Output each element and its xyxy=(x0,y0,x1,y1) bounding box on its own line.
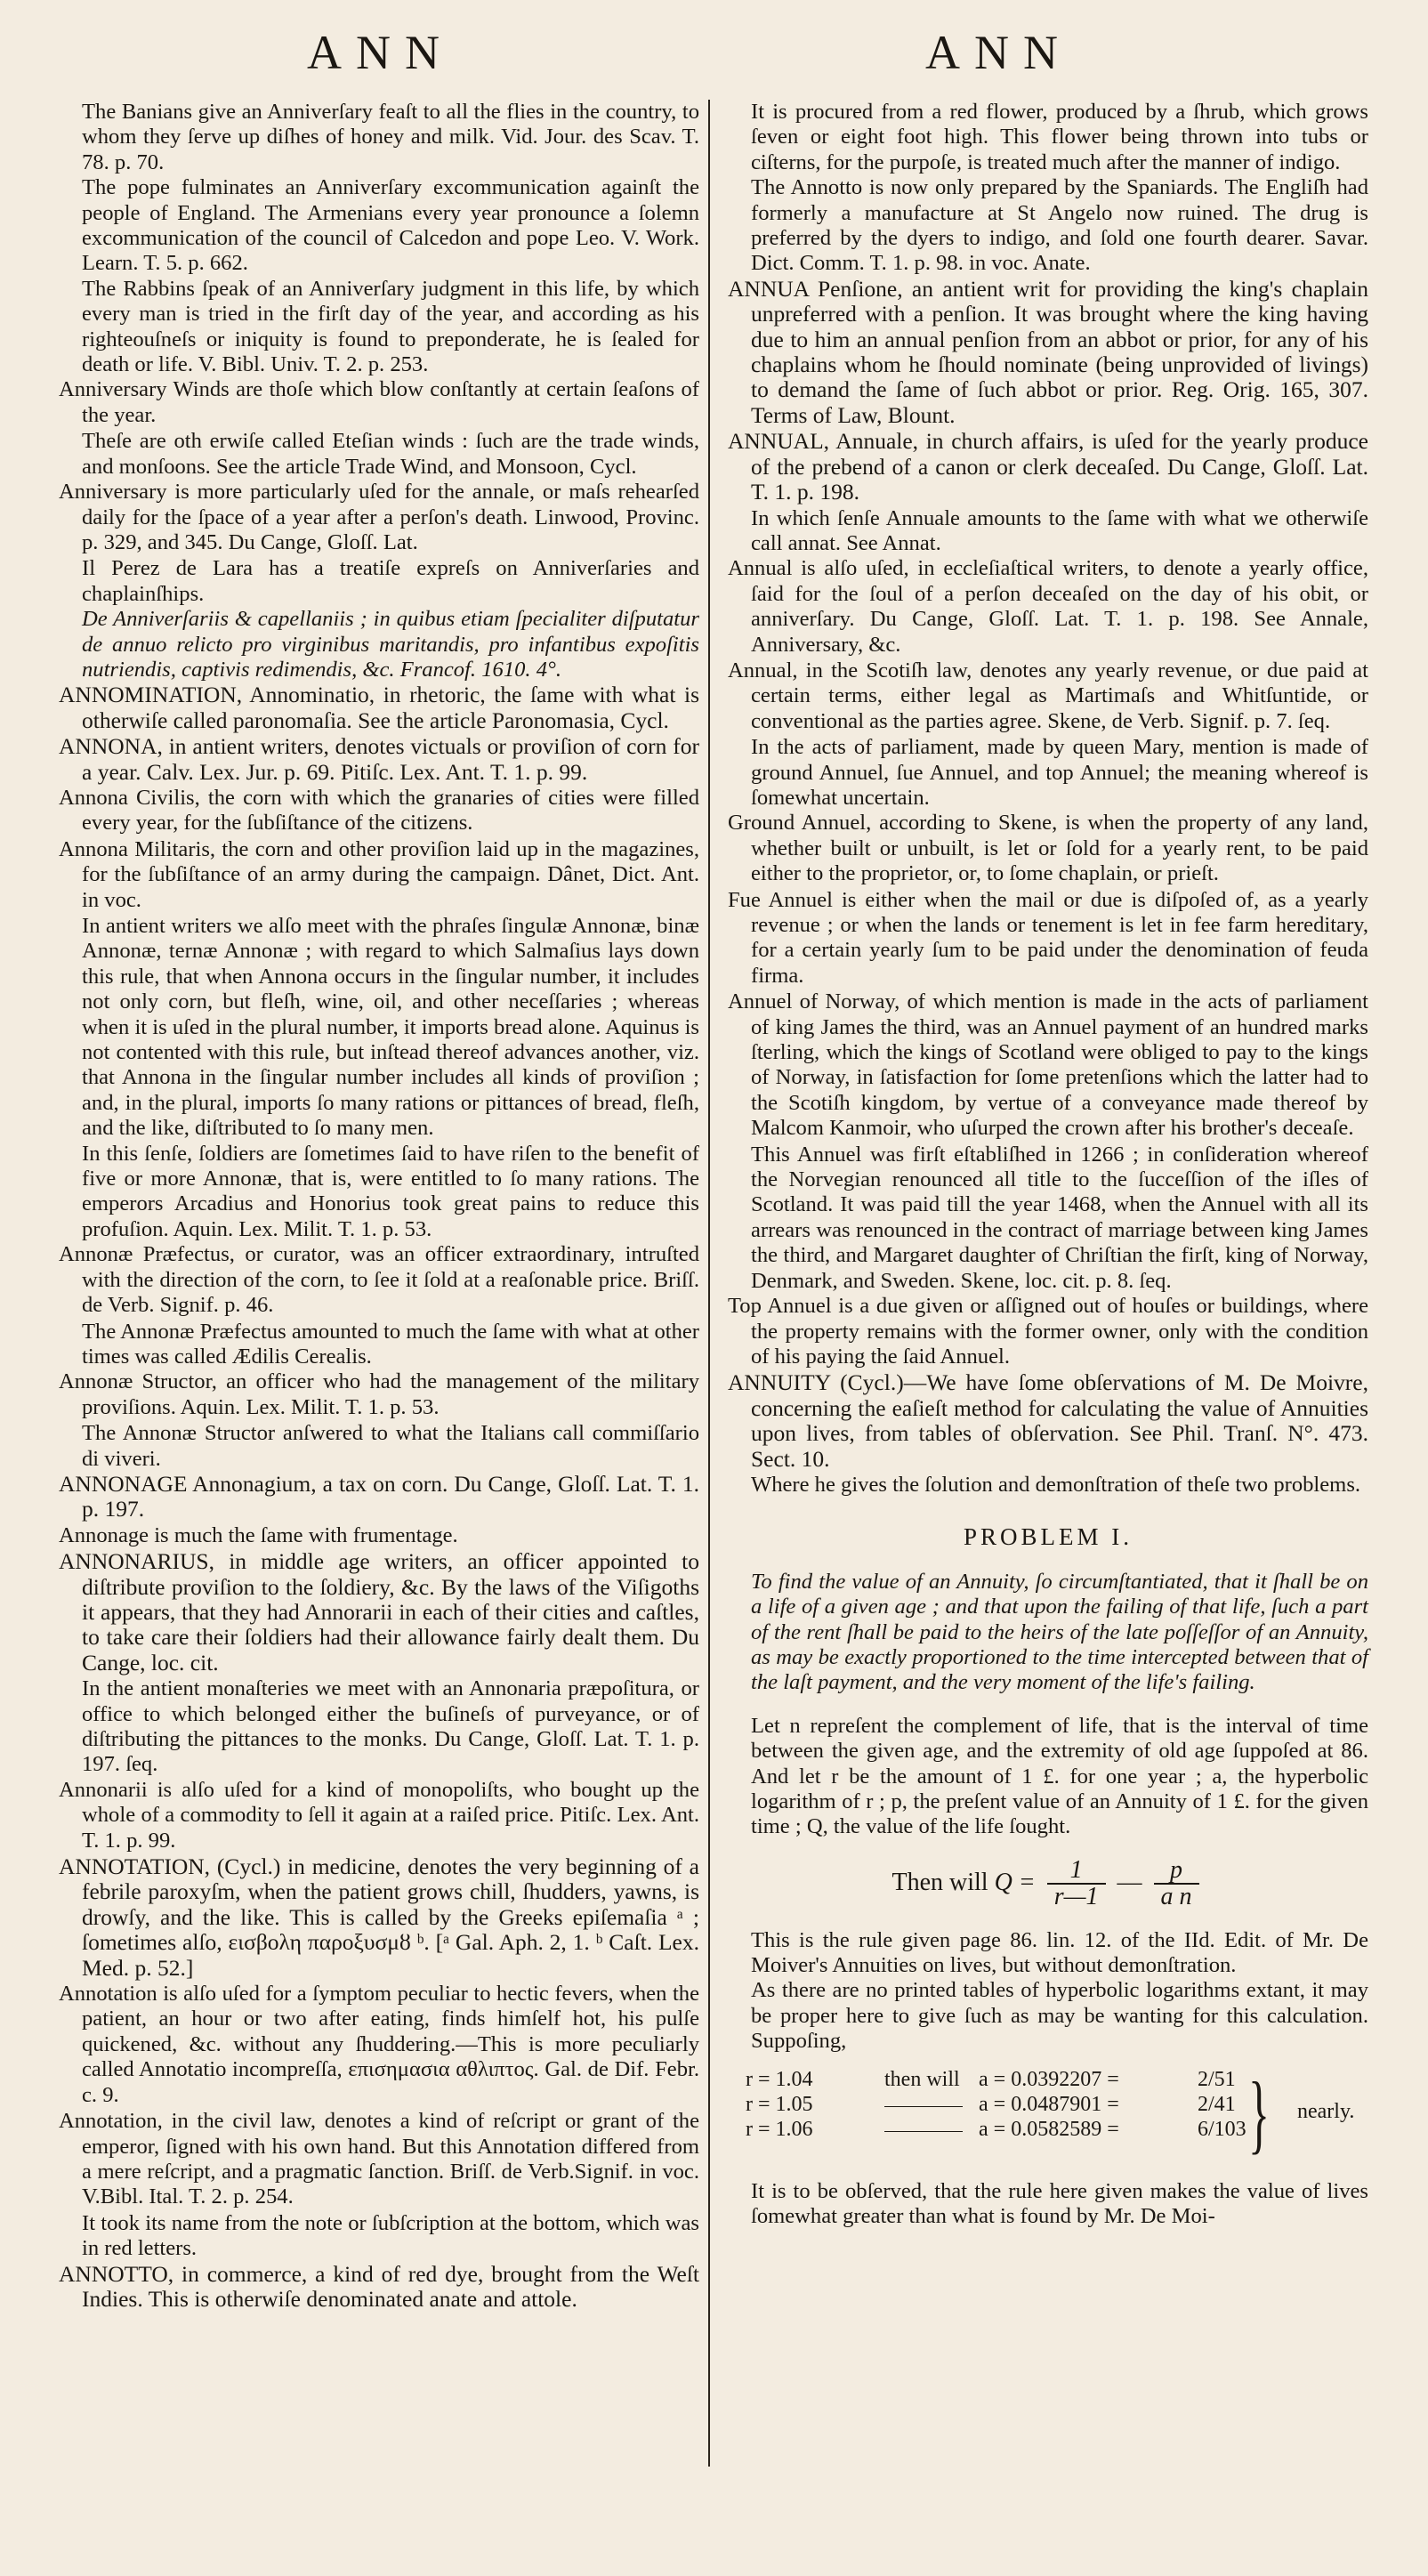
formula-fraction-2 xyxy=(1154,1855,1199,1911)
entry-annuity: ANNUITY (Cycl.)—We have ſome obſervations of M. De Moivre, concerning the eaſieſt method for calculating the value of Annuities upon lives, from tables of obſervation. See Phil. Tranſ. N°. 473. Sect. 10. xyxy=(728,1369,1368,1472)
entry-paragraph: In the antient monaſteries we meet with an Annonaria præpoſitura, or office to which belonged either the buſineſs of purveyance, or of diſtributing the pittances to the monks. Du Cange, Gloſſ. Lat. T. 1. p. 197. ſeq. xyxy=(82,1676,699,1777)
entry-annotation-medicine: ANNOTATION, (Cycl.) in medicine, denotes the very beginning of a febrile paroxyſm, when the patient grows chill, ſhudders, yawns, is drowſy, and the like. This is called by the Greeks epiſemaſia ᵃ ; ſometimes alſo, εισβολη παροξυσμȣ ᵇ. [ᵃ Gal. Aph. 2, 1. ᵇ Caſt. Lex. Med. p. 52.] xyxy=(59,1853,699,1981)
row-approx: 6/103 xyxy=(1198,2117,1246,2141)
nearly-label: nearly. xyxy=(1297,2099,1355,2123)
problem-setup: Let n repreſent the complement of life, that is the interval of time between the given age, and the extremity of old age ſuppoſed at 86. And let r be the amount of 1 £. for one year ; a, the hyperbolic logarithm of r ; p, the preſent value of an Annuity of 1 £. for the given time ; Q, the value of the life ſought. xyxy=(751,1713,1368,1839)
row-r: r = 1.04 xyxy=(746,2067,813,2091)
entry-annona: ANNONA, in antient writers, denotes victuals or proviſion of corn for a year. Calv. Lex. Jur. p. 69. Pitiſc. Lex. Ant. T. 1. p. 99. xyxy=(59,733,699,785)
row-approx: 2/51 xyxy=(1198,2067,1236,2091)
entry-paragraph: As there are no printed tables of hyperbolic logarithms extant, it may be proper here to give ſuch as may be wanting for this calculation. Suppoſing, xyxy=(751,1978,1368,2054)
entry-paragraph: The Rabbins ſpeak of an Anniverſary judgment in this life, by which every man is tried in the firſt day of the year, and according as his righteouſneſs or iniquity is found to preponderate, he is ſealed for death or life. V. Bibl. Univ. T. 2. p. 253. xyxy=(82,276,699,377)
entry-paragraph: De Anniverſariis & capellaniis ; in quibus etiam ſpecialiter diſputatur de annuo relicto pro virginibus maritandis, pro infantibus expoſitis nutriendis, captivis redimendis, &c. Francof. 1610. 4°. xyxy=(82,607,699,682)
row-dash xyxy=(884,2092,973,2117)
entry-annuel-of-norway: Annuel of Norway, of which mention is made in the acts of parliament of king James the third, was an Annuel payment of an hundred marks ſterling, which the kings of Scotland were obliged to pay to the kings of Norway, in ſatisfaction for ſome pretenſions which the latter had to the Scotiſh kingdom, by vertue of a conveyance made thereof by Malcom Kanmoir, who uſurped the crown after his brother's deceaſe. xyxy=(728,989,1368,1141)
leader-line xyxy=(884,2119,963,2132)
entry-paragraph: The Annonæ Structor anſwered to what the Italians call commiſſario di viveri. xyxy=(82,1421,699,1471)
entry-paragraph: In this ſenſe, ſoldiers are ſometimes ſaid to have riſen to the benefit of five or more Annonæ, that is, were entitled to ſo many rations. The emperors Arcadius and Honorius took great pains to reduce this profuſion. Aquin. Lex. Milit. T. 1. p. 53. xyxy=(82,1141,699,1241)
row-a: a = 0.0582589 = xyxy=(979,2117,1119,2141)
entry-paragraph: This Annuel was firſt eſtabliſhed in 1266 ; in conſideration whereof the Norvegian renounced all title to the ſucceſſion of the iſles of Scotland. It was paid till the year 1468, when the Annuel with all its arrears was renounced in the contract of marriage between king James the third, and Margaret daughter of Chriſtian the firſt, king of Norway, Denmark, and Sweden. Skene, loc. cit. p. 8. ſeq. xyxy=(751,1142,1368,1293)
formula-lhs: Q = xyxy=(994,1868,1036,1896)
fraction-denominator: r—1 xyxy=(1053,1883,1099,1911)
entry-annual-ecclesiastical: Annual is alſo uſed, in eccleſiaſtical writers, to denote a yearly office, ſaid for the ſoul of a perſon deceaſed on the day of his obit, or anniverſary. Du Cange, Gloſſ. Lat. T. 1. p. 198. See Annale, Anniversary, &c. xyxy=(728,556,1368,657)
fraction-numerator: p xyxy=(1154,1858,1199,1885)
entry-paragraph: In the acts of parliament, made by queen Mary, mention is made of ground Annuel, ſue Annuel, and top Annuel; the meaning whereof is ſomewhat uncertain. xyxy=(751,735,1368,810)
entry-paragraph: Il Perez de Lara has a treatiſe expreſs on Anniverſaries and chaplainſhips. xyxy=(82,556,699,606)
entry-paragraph: The Banians give an Anniverſary feaſt to all the flies in the country, to whom they ſerve up diſhes of honey and milk. Vid. Jour. des Scav. T. 78. p. 70. xyxy=(82,100,699,174)
entry-annona-militaris: Annona Militaris, the corn and other proviſion laid up in the magazines, for the ſubſiſtance of an army during the campaign. Dânet, Dict. Ant. in voc. xyxy=(59,836,699,912)
row-r: r = 1.06 xyxy=(746,2117,813,2141)
entry-annonarius: ANNONARIUS, in middle age writers, an officer appointed to diſtribute proviſion to the ſoldiery, &c. By the laws of the Viſigoths it appears, that they had Annorarii in each of their cities and caſtles, to take care their ſoldiers had their allowance fairly dealt them. Du Cange, loc. cit. xyxy=(59,1548,699,1676)
leader-line xyxy=(884,2094,963,2107)
formula-lead: Then will xyxy=(891,1868,988,1896)
row-a: a = 0.0487901 = xyxy=(979,2092,1119,2116)
left-column xyxy=(59,100,699,2313)
entry-annonage-2: Annonage is much the ſame with frumentage. xyxy=(59,1522,458,1547)
problem-title: PROBLEM I. xyxy=(963,1523,1134,1551)
entry-annona-civilis: Annona Civilis, the corn with which the granaries of cities were filled every year, for the ſubſiſtance of the citizens. xyxy=(59,785,699,836)
row-dash xyxy=(884,2117,973,2142)
logarithm-row xyxy=(746,2067,1368,2092)
brace: } xyxy=(1248,2063,1270,2162)
row-then: then will xyxy=(884,2067,960,2091)
entry-annotation-civil-law: Annotation, in the civil law, denotes a kind of reſcript or grant of the emperor, ſigned with his own hand. But this Annotation differed from a mere reſcript, and a pragmatic ſanction. Briſſ. de Verb.Signif. in voc. V.Bibl. Ital. T. 2. p. 254. xyxy=(59,2109,699,2209)
logarithm-row xyxy=(746,2117,1368,2142)
entry-annua-pensione: ANNUA Penſione, an antient writ for providing the king's chaplain unpreferred with a penſion. It was brought where the king having due to him an annual penſion from an abbot or prior, for any of his chaplains whom he ſhould nominate (being unprovided of livings) to demand the ſame of ſuch abbot or prior. Reg. Orig. 165, 307. Terms of Law, Blount. xyxy=(728,275,1368,428)
entry-annual: ANNUAL, Annuale, in church affairs, is uſed for the yearly produce of the prebend of a canon or clerk deceaſed. Du Cange, Gloſſ. Lat. T. 1. p. 198. xyxy=(728,428,1368,505)
entry-annotto: ANNOTTO, in commerce, a kind of red dye, brought from the Weſt Indies. This is otherwiſe denominated anate and attole. xyxy=(59,2260,699,2312)
entry-annotation-hectic: Annotation is alſo uſed for a ſymptom peculiar to hectic fevers, when the patient, an hour or two after eating, finds himſelf hot, his pulſe quickened, &c. without any ſhuddering.—This is more peculiarly called Annotatio incompreſſa, επισημασια αθλιπτος. Gal. de Dif. Febr. c. 9. xyxy=(59,1982,699,2107)
running-head-right: ANN xyxy=(925,26,1072,79)
entry-paragraph: It took its name from the note or ſubſcription at the bottom, which was in red letters. xyxy=(82,2210,699,2261)
formula-minus: — xyxy=(1117,1868,1142,1896)
entry-top-annuel: Top Annuel is a due given or aſſigned out of houſes or buildings, where the property remains with the former owner, only with the condition of his paying the ſaid Annuel. xyxy=(728,1294,1368,1369)
entry-paragraph: In antient writers we alſo meet with the phraſes ſingulæ Annonæ, binæ Annonæ, ternæ Annonæ ; with regard to which Salmaſius lays down this rule, that when Annona occurs in the ſingular number, it includes not only corn, but fleſh, wine, oil, and other neceſſaries ; whereas when it is uſed in the plural number, it imports bread alone. Aquinus is not contented with this rule, but inſtead thereof advances another, viz. that Annona in the ſingular number includes all kinds of proviſion ; and, in the plural, imports ſo many rations or pittances of bread, fleſh, and the like, diſtributed to ſo many men. xyxy=(82,914,699,1141)
fraction-denominator: a n xyxy=(1160,1883,1192,1911)
formula-fraction-1 xyxy=(1047,1855,1106,1911)
entry-fue-annuel: Fue Annuel is either when the mail or due is diſpoſed of, as a yearly revenue ; or when the lands or tenement is let in fee farm hereditary, for a certain yearly ſum to be paid under the denomination of feuda firma. xyxy=(728,887,1368,988)
entry-paragraph: The Annotto is now only prepared by the Spaniards. The Engliſh had formerly a manufacture at St Angelo now ruined. The drug is preferred by the dyers to indigo, and ſold one fourth dearer. Savar. Dict. Comm. T. 1. p. 98. in voc. Anate. xyxy=(751,175,1368,276)
row-r: r = 1.05 xyxy=(746,2092,813,2116)
entry-annonarii: Annonarii is alſo uſed for a kind of monopoliſts, who bought up the whole of a commodity to ſell it again at a raiſed price. Pitiſc. Lex. Ant. T. 1. p. 99. xyxy=(59,1777,699,1853)
row-a: a = 0.0392207 = xyxy=(979,2067,1119,2091)
closing-paragraph: It is to be obſerved, that the rule here given makes the value of lives ſomewhat greater than what is found by Mr. De Moi- xyxy=(751,2178,1368,2229)
entry-paragraph: Theſe are oth erwiſe called Eteſian winds : ſuch are the trade winds, and monſoons. See the article Trade Wind, and Monsoon, Cycl. xyxy=(82,429,699,479)
logarithm-row xyxy=(746,2092,1368,2117)
entry-paragraph: This is the rule given page 86. lin. 12. of the IId. Edit. of Mr. De Moiver's Annuities on lives, but without demonſtration. xyxy=(751,1927,1368,1978)
column-divider xyxy=(708,100,710,2467)
running-head-left: ANN xyxy=(307,26,454,79)
entry-annonae-structor: Annonæ Structor, an officer who had the management of the military proviſions. Aquin. Lex. Milit. T. 1. p. 53. xyxy=(59,1369,699,1419)
fraction-numerator: 1 xyxy=(1047,1858,1106,1885)
formula xyxy=(728,1855,1368,1911)
entry-paragraph: The Annonæ Præfectus amounted to much the ſame with what at other times was called Ædilis Cerealis. xyxy=(82,1319,699,1369)
entry-anniversary-winds: Anniversary Winds are thoſe which blow conſtantly at certain ſeaſons of the year. xyxy=(59,377,699,427)
entry-paragraph: The pope fulminates an Anniverſary excommunication againſt the people of England. The Armenians every year pronounce a ſolemn excommunication of the council of Calcedon and pope Leo. V. Work. Learn. T. 5. p. 662. xyxy=(82,175,699,276)
right-column xyxy=(728,100,1368,2229)
problem-statement: To find the value of an Annuity, ſo circumſtantiated, that it ſhall be on a life of a given age ; and that upon the failing of that life, ſuch a part of the rent ſhall be paid to the heirs of the late poſſeſſor of an Annuity, as may be exactly proportioned to the time intercepted between that of the laſt payment, and the very moment of the life's failing. xyxy=(751,1569,1368,1695)
entry-annonae-praefectus: Annonæ Præfectus, or curator, was an officer extraordinary, intruſted with the direction of the corn, to ſee it ſold at a reaſonable price. Briſſ. de Verb. Signif. p. 46. xyxy=(59,1242,699,1318)
row-approx: 2/41 xyxy=(1198,2092,1236,2116)
entry-annonage: ANNONAGE Annonagium, a tax on corn. Du Cange, Gloſſ. Lat. T. 1. p. 197. xyxy=(59,1470,699,1522)
logarithm-table xyxy=(746,2063,1368,2165)
entry-paragraph: In which ſenſe Annuale amounts to the ſame with what we otherwiſe call annat. See Annat. xyxy=(751,505,1368,555)
entry-ground-annuel: Ground Annuel, according to Skene, is when the property of any land, whether built or unbuilt, is let or ſold for a yearly rent, to be paid either to the proprietor, or, to ſome chaplain, or prieſt. xyxy=(728,811,1368,886)
entry-paragraph: It is procured from a red flower, produced by a ſhrub, which grows ſeven or eight foot high. This flower being thrown into tubs or ciſterns, for the purpoſe, is treated much after the manner of indigo. xyxy=(751,100,1368,174)
entry-anniversary: Anniversary is more particularly uſed for the annale, or maſs rehearſed daily for the ſpace of a year after a perſon's death. Linwood, Provinc. p. 329, and 345. Du Cange, Gloſſ. Lat. xyxy=(59,480,699,554)
entry-paragraph: Where he gives the ſolution and demonſtration of theſe two problems. xyxy=(751,1472,1361,1497)
entry-annomination: ANNOMINATION, Annominatio, in rhetoric, the ſame with what is otherwiſe called paronomaſia. See the article Paronomasia, Cycl. xyxy=(59,682,699,733)
entry-annual-scotish-law: Annual, in the Scotiſh law, denotes any yearly revenue, or due paid at certain terms, either legal as Martimaſs and Whitſuntide, or conventional as the parties agree. Skene, de Verb. Signif. p. 7. ſeq. xyxy=(728,658,1368,733)
